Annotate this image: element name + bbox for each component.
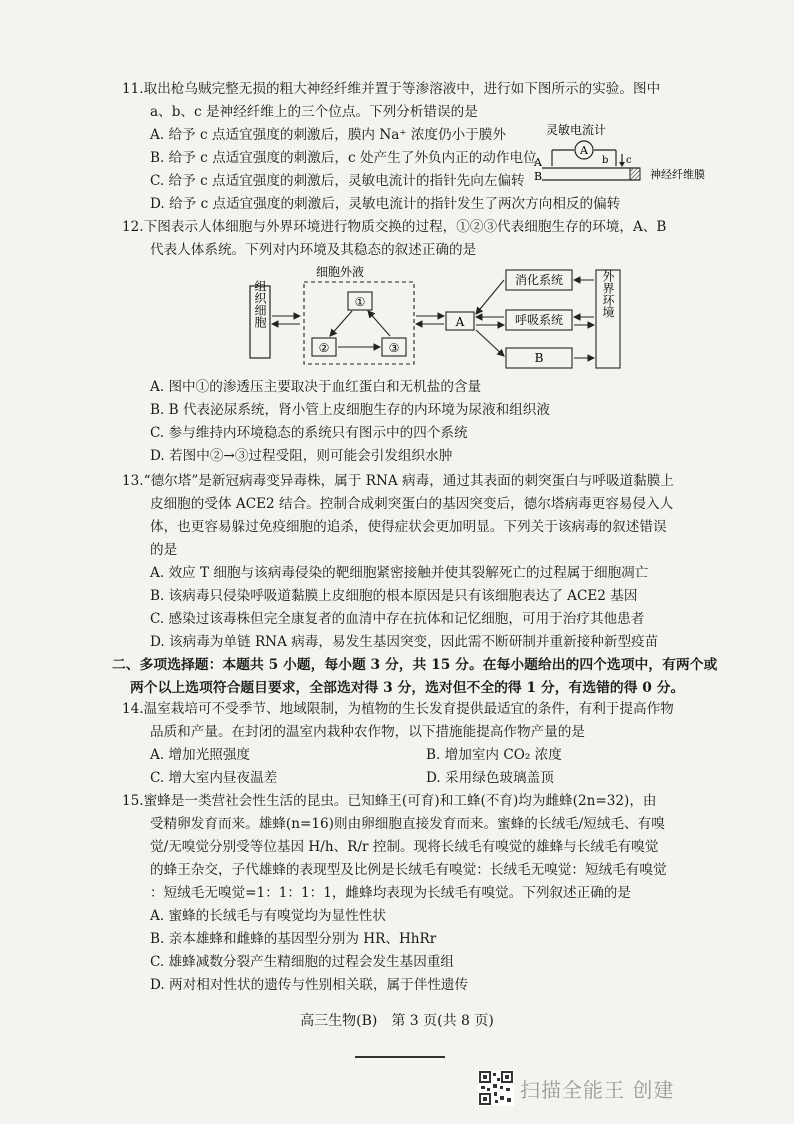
q14-options-row-2 — [122, 767, 722, 790]
section-2-line-2: 两个以上选项符合题目要求，全部选对得 3 分，选对但不全的得 1 分，有选错的得 0 分。 — [130, 680, 685, 696]
q15-stem-line-5: ：短绒毛无嗅觉=1：1：1：1，雌蜂均表现为长绒毛有嗅觉。下列叙述正确的是 — [150, 885, 631, 901]
respiratory-label: 呼吸系统 — [514, 313, 564, 327]
external-env-label: 外界环境 — [601, 270, 615, 318]
label-c: c — [626, 155, 632, 166]
q15-stem-line-2: 受精卵发育而来。雄蜂(n=16)则由卵细胞直接发育而来。蜜蜂的长绒毛/短绒毛、有嗅 — [150, 816, 665, 832]
label-a: A — [534, 156, 542, 169]
arrow-3-to-1 — [368, 311, 390, 336]
node-3-label: ③ — [388, 341, 400, 355]
q15-option-c: C. 雄蜂减数分裂产生精细胞的过程会发生基因重组 — [150, 954, 455, 970]
q11-option-c: C. 给予 c 点适宜强度的刺激后，灵敏电流计的指针先向左偏转 — [150, 173, 525, 189]
section-2-header — [112, 654, 718, 700]
q13-option-c: C. 感染过该毒株但完全康复者的血清中存在抗体和记忆细胞，可用于治疗其他患者 — [150, 611, 645, 627]
q13-option-a: A. 效应 T 细胞与该病毒侵染的靶细胞紧密接触并使其裂解死亡的过程属于细胞凋亡 — [150, 565, 649, 581]
q15-option-d: D. 两对相对性状的遗传与性别相关联，属于伴性遗传 — [150, 977, 469, 993]
q15-option-b: B. 亲本雄蜂和雌蜂的基因型分别为 HR、HhRr — [150, 931, 437, 947]
q11-option-b: B. 给予 c 点适宜强度的刺激后，c 处产生了外负内正的动作电位 — [150, 150, 537, 166]
q12-option-a: A. 图中①的渗透压主要取决于血红蛋白和无机盐的含量 — [150, 379, 482, 395]
footer-divider — [355, 1056, 445, 1058]
q11-option-a: A. 给予 c 点适宜强度的刺激后，膜内 Na⁺ 浓度仍小于膜外 — [150, 127, 506, 143]
q15-stem-line-3: 觉/无嗅觉分别受等位基因 H/h、R/r 控制。现将长绒毛有嗅觉的雄蜂与长绒毛有嗅觉 — [150, 839, 659, 855]
q14-stem-line-2: 品质和产量。在封闭的温室内栽种农作物，以下措施能提高作物产量的是 — [150, 724, 585, 740]
node-1-label: ① — [354, 295, 366, 309]
q11-stem-line-2: a、b、c 是神经纤维上的三个位点。下列分析错误的是 — [150, 104, 478, 120]
q14-stem-line-1: 14.温室栽培可不受季节、地域限制，为植物的生长发育提供最适宜的条件，有利于提高作物 — [122, 701, 674, 717]
page-footer: 高三生物(B) 第 3 页(共 8 页) — [300, 1013, 494, 1029]
stimulus-arrowhead — [619, 162, 625, 167]
q15-stem-line-1: 15.蜜蜂是一类营社会性生活的昆虫。已知蜂王(可育)和工蜂(不育)均为雌蜂(2n=32)，由 — [122, 793, 657, 809]
q14-option-d: D. 采用绿色玻璃盖顶 — [426, 770, 554, 786]
digestive-label: 消化系统 — [514, 273, 564, 287]
q14-option-b: B. 增加室内 CO₂ 浓度 — [426, 747, 562, 763]
q13-stem-line-4: 的是 — [150, 542, 178, 558]
q13-stem-line-3: 体，也更容易躲过免疫细胞的追杀，使得症状会更加明显。下列关于该病毒的叙述错误 — [150, 519, 667, 535]
q12-option-d: D. 若图中②→③过程受阻，则可能会引发组织水肿 — [150, 448, 453, 464]
node-a-label: A — [455, 315, 465, 329]
node-2-label: ② — [318, 341, 330, 355]
qr-code-icon — [478, 1070, 514, 1106]
arrow-digestive-to-a — [476, 280, 504, 314]
extracellular-label: 细胞外液 — [315, 265, 365, 279]
scanner-watermark: 扫描全能王 创建 — [520, 1078, 675, 1102]
question-14 — [122, 698, 722, 790]
label-B: B — [534, 170, 543, 183]
label-b: b — [602, 155, 609, 166]
membrane-label: 神经纤维膜 — [650, 168, 705, 181]
q15-option-a: A. 蜜蜂的长绒毛与有嗅觉均为显性性状 — [150, 908, 386, 924]
arrow-1-to-2 — [330, 311, 352, 336]
fiber-cut-end — [630, 168, 640, 180]
node-b-label: B — [534, 351, 544, 365]
q14-option-c: C. 增大室内昼夜温差 — [150, 770, 278, 786]
meter-symbol: A — [580, 144, 588, 157]
question-12 — [122, 216, 722, 262]
arrow-a-to-b — [476, 330, 504, 356]
q12-stem-line-1: 12.下图表示人体细胞与外界环境进行物质交换的过程，①②③代表细胞生存的环境，A、B — [122, 219, 667, 235]
q12-option-b: B. B 代表泌尿系统，肾小管上皮细胞生存的内环境为尿液和组织液 — [150, 402, 550, 418]
meter-label: 灵敏电流计 — [546, 123, 607, 137]
question-12-options — [122, 376, 722, 468]
internal-environment-diagram — [240, 264, 640, 374]
q11-option-d: D. 给予 c 点适宜强度的刺激后，灵敏电流计的指针发生了两次方向相反的偏转 — [150, 196, 621, 212]
q12-stem-line-2: 代表人体系统。下列对内环境及其稳态的叙述正确的是 — [150, 242, 477, 258]
question-15 — [122, 790, 722, 997]
q11-stem-line-1: 11.取出枪乌贼完整无损的粗大神经纤维并置于等渗溶液中，进行如下图所示的实验。图中 — [122, 81, 661, 97]
q13-option-b: B. 该病毒只侵染呼吸道黏膜上皮细胞的根本原因是只有该细胞表达了 ACE2 基因 — [150, 588, 638, 604]
question-13 — [122, 470, 722, 654]
q14-option-a: A. 增加光照强度 — [150, 747, 251, 763]
tissue-cell-label: 组织细胞 — [253, 280, 267, 328]
q14-options-row-1 — [122, 744, 722, 767]
section-2-line-1: 二、多项选择题：本题共 5 小题，每小题 3 分，共 15 分。在每小题给出的四个选项中，有两个或 — [112, 657, 718, 673]
q13-option-d: D. 该病毒为单链 RNA 病毒，易发生基因突变，因此需不断研制并重新接种新型疫苗 — [150, 634, 659, 650]
q13-stem-line-1: 13.“德尔塔”是新冠病毒变异毒株，属于 RNA 病毒，通过其表面的刺突蛋白与呼吸道黏膜上 — [122, 473, 674, 489]
q15-stem-line-4: 的蜂王杂交，子代雄蜂的表现型及比例是长绒毛有嗅觉：长绒毛无嗅觉：短绒毛有嗅觉 — [150, 862, 667, 878]
q13-stem-line-2: 皮细胞的受体 ACE2 结合。控制合成刺突蛋白的基因突变后，德尔塔病毒更容易侵入人 — [150, 496, 674, 512]
q12-option-c: C. 参与维持内环境稳态的系统只有图示中的四个系统 — [150, 425, 468, 441]
nerve-fiber-diagram — [520, 120, 720, 200]
